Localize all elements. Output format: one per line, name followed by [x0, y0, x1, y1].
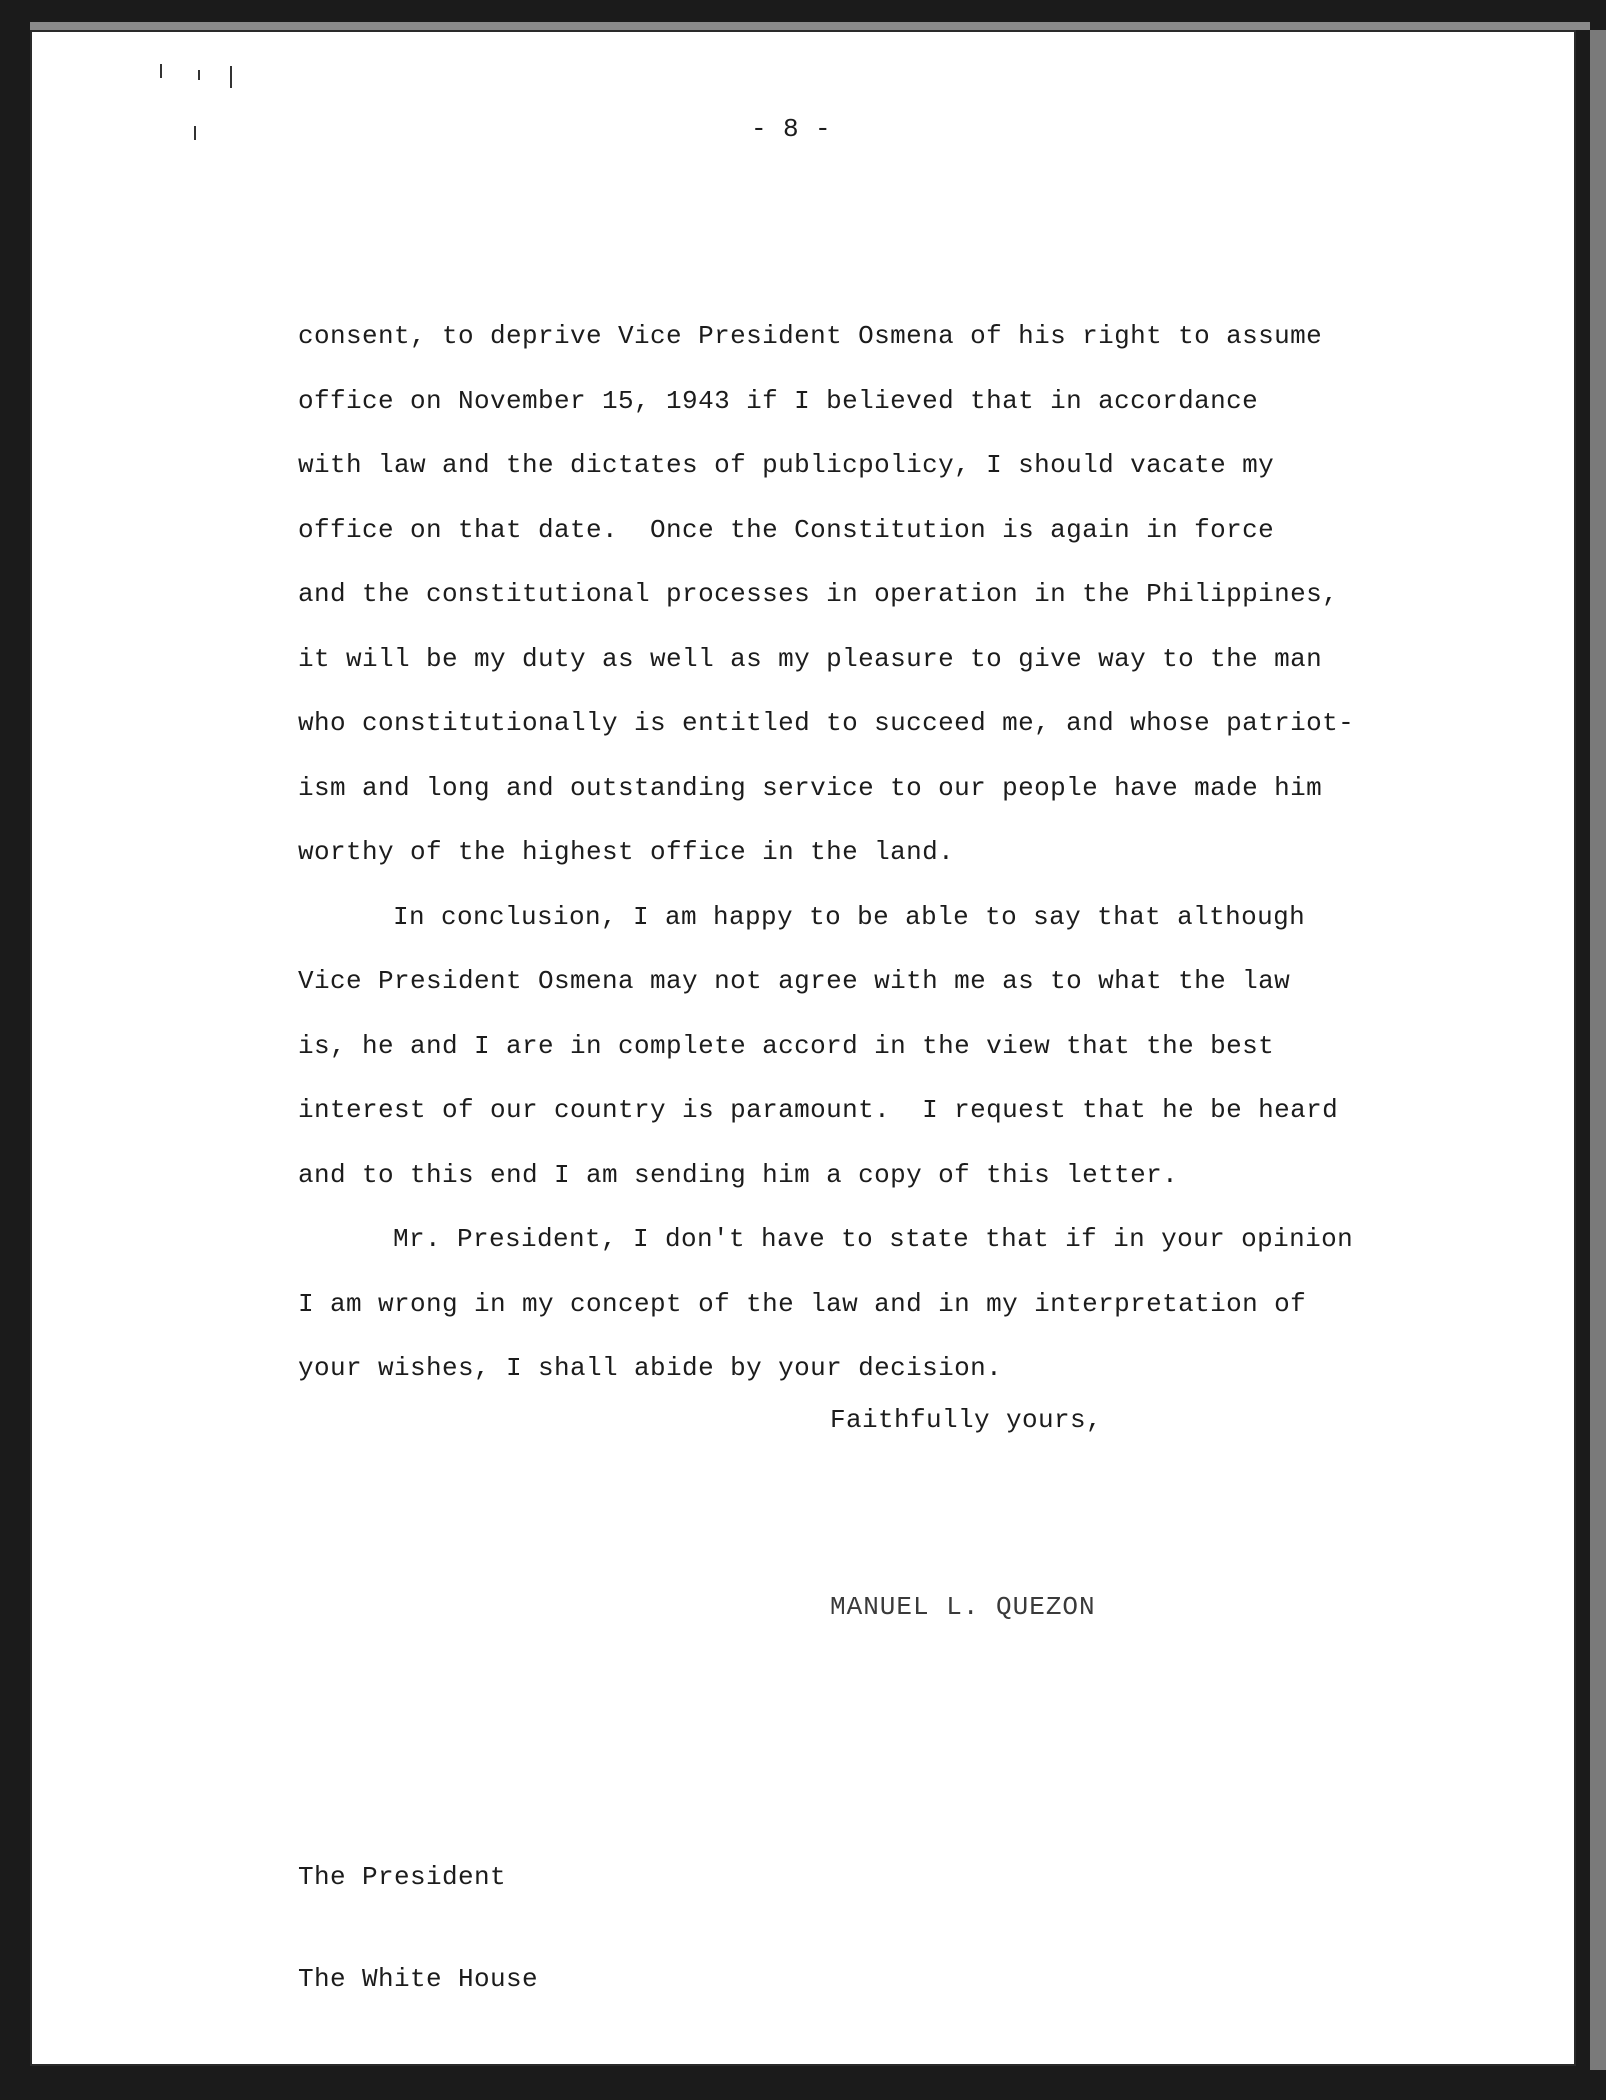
complimentary-close: Faithfully yours,	[830, 1405, 1103, 1435]
paragraph	[298, 885, 1398, 1208]
scan-speck	[230, 66, 232, 88]
paper-right-edge	[1590, 30, 1606, 2070]
text-line: office on November 15, 1943 if I believed that in accordance	[298, 385, 1259, 416]
text-line: In conclusion, I am happy to be able to say that although	[393, 901, 1306, 932]
text-line: who constitutionally is entitled to succeed me, and whose patriot-	[298, 708, 1355, 738]
text-line: interest of our country is paramount. I request that he be heard	[298, 1095, 1339, 1125]
paragraph	[298, 1207, 1398, 1401]
text-line: is, he and I are in complete accord in the view that the best	[298, 1030, 1275, 1061]
scan-speck	[198, 70, 200, 80]
text-line: office on that date. Once the Constitution is again in force	[298, 514, 1275, 545]
text-line: worthy of the highest office in the land.	[298, 837, 955, 867]
signature-name: MANUEL L. QUEZON	[830, 1592, 1096, 1622]
text-line: consent, to deprive Vice President Osmena of his right to assume	[298, 321, 1323, 351]
text-line: Vice President Osmena may not agree with me as to what the law	[298, 966, 1291, 996]
text-line: I am wrong in my concept of the law and in my interpretation of	[298, 1288, 1307, 1319]
text-line: and the constitutional processes in operation in the Philippines,	[298, 579, 1339, 609]
text-line: Mr. President, I don't have to state that if in your opinion	[393, 1224, 1354, 1254]
text-line: ism and long and outstanding service to our people have made him	[298, 772, 1323, 803]
letter-body	[298, 304, 1398, 1401]
addressee-line: The White House	[298, 1964, 539, 1994]
paper-top-edge	[30, 22, 1590, 30]
addressee-line: The President	[298, 1862, 507, 1892]
text-line: it will be my duty as well as my pleasure to give way to the man	[298, 643, 1323, 674]
paragraph	[298, 304, 1398, 885]
scan-speck	[160, 64, 162, 78]
addressee-block	[298, 1792, 538, 2030]
text-line: and to this end I am sending him a copy of this letter.	[298, 1159, 1179, 1190]
text-line: your wishes, I shall abide by your decision.	[298, 1353, 1003, 1383]
page-number: - 8 -	[750, 114, 831, 144]
text-line: with law and the dictates of publicpolicy, I should vacate my	[298, 450, 1275, 480]
